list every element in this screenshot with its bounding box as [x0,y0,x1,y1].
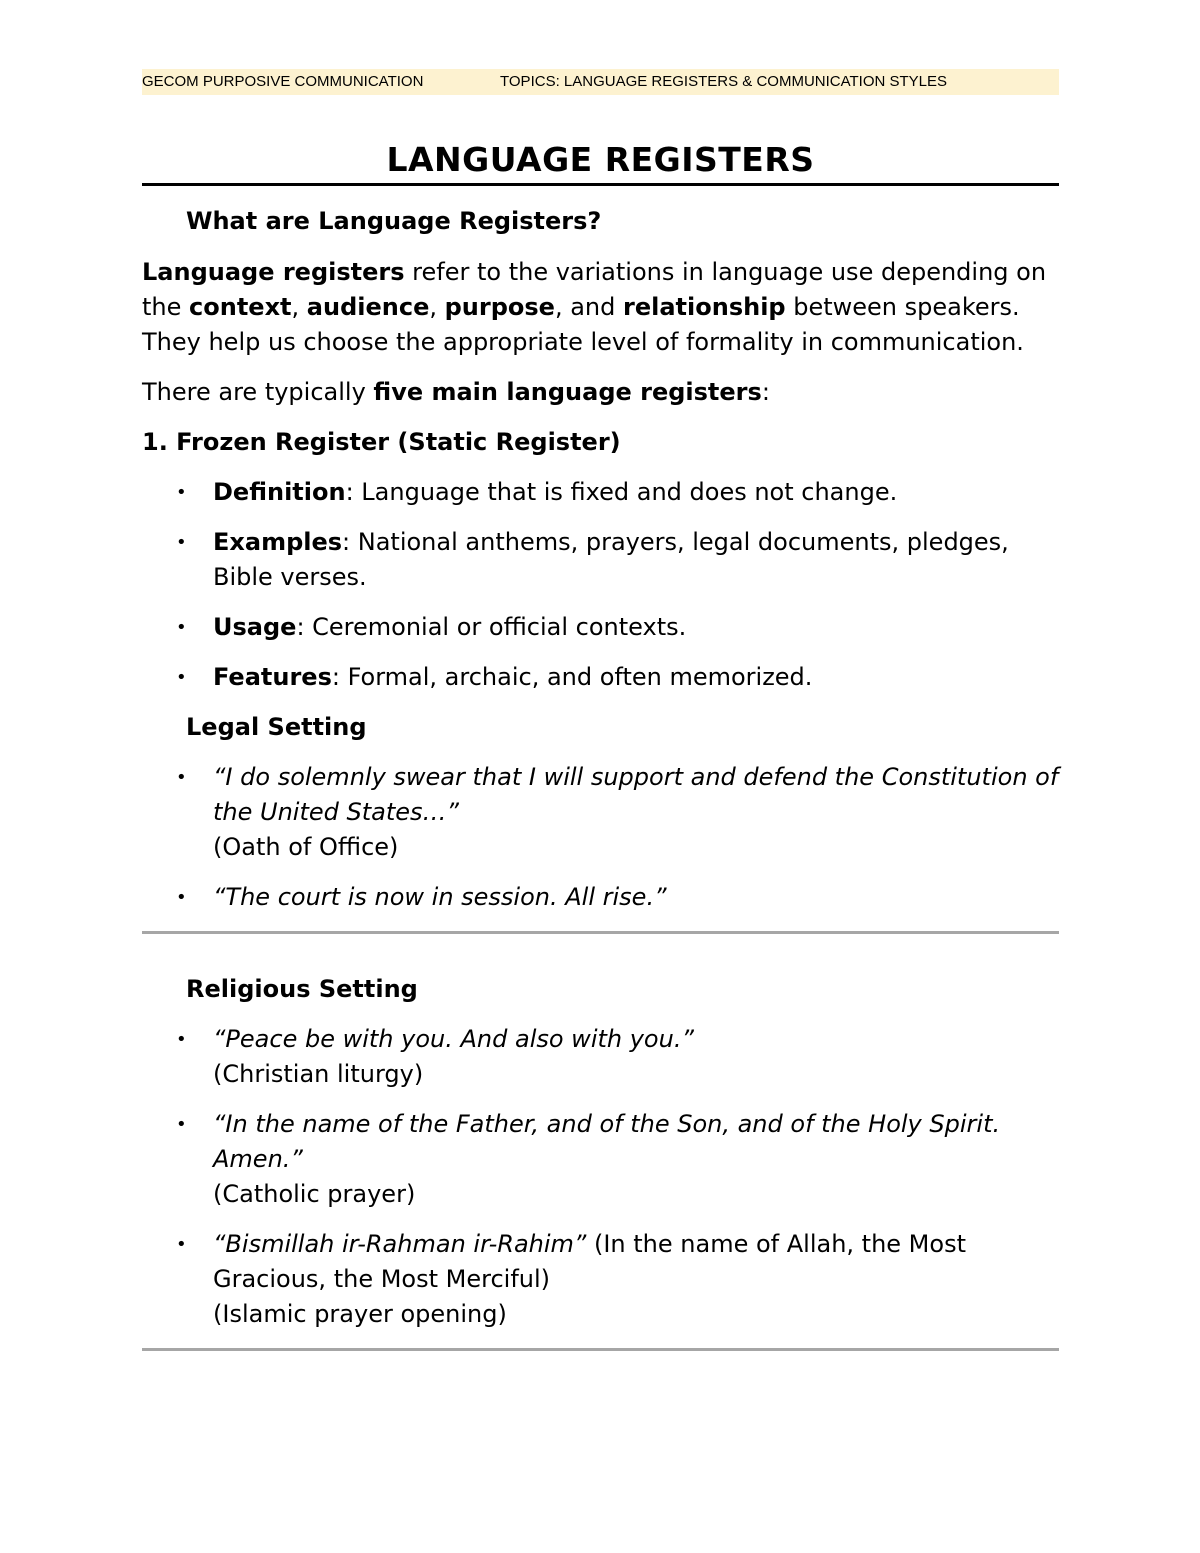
quote-source: (Catholic prayer) [213,1180,416,1208]
item-text: : Ceremonial or official contexts. [296,613,687,641]
quote-text: “In the name of the Father, and of the Son, and of the Holy Spirit. Amen.” [213,1110,1001,1173]
frozen-register-list [142,475,1059,695]
list-item [142,1107,1059,1212]
title-underline [142,183,1059,186]
intro-paragraph [142,255,1059,360]
bullet-icon: • [176,887,187,908]
quote-translation: (In the name of Allah, the Most Gracious, the Most Merciful) [213,1230,966,1293]
quote-source: (Islamic prayer opening) [213,1300,507,1328]
list-item [142,1227,1059,1332]
frozen-register-title: 1. Frozen Register (Static Register) [142,428,621,456]
item-text: : Formal, archaic, and often memorized. [331,663,813,691]
header-course: GECOM PURPOSIVE COMMUNICATION [142,73,424,90]
list-item [142,880,1059,915]
religious-setting-heading: Religious Setting [186,975,418,1003]
list-item [142,475,1059,510]
intro-bold-context: context [189,293,292,321]
quote-text: “The court is now in session. All rise.” [213,883,667,911]
quote-text: “I do solemnly swear that I will support and defend the Constitution of the United States…” [213,763,1059,826]
five-text-1: There are typically [142,378,374,406]
what-heading: What are Language Registers? [186,207,602,235]
bullet-icon: • [176,532,187,553]
quote-source: (Christian liturgy) [213,1060,424,1088]
intro-text-3: , [429,293,445,321]
intro-bold-purpose: purpose [444,293,555,321]
quote-source: (Oath of Office) [213,833,399,861]
legal-setting-heading: Legal Setting [186,713,367,741]
page-title: LANGUAGE REGISTERS [386,140,815,179]
intro-text-4: , and [554,293,624,321]
bullet-icon: • [176,767,187,788]
bullet-icon: • [176,1234,187,1255]
list-item [142,660,1059,695]
document-body [142,204,1059,1351]
religious-setting-list [142,1022,1059,1332]
intro-text-5: between speakers. They help us choose the appropriate level of formality in communication. [142,293,1024,356]
list-item [142,760,1059,865]
bullet-icon: • [176,1029,187,1050]
bullet-icon: • [176,667,187,688]
intro-bold-relationship: relationship [623,293,786,321]
bullet-icon: • [176,617,187,638]
item-label: Definition [213,478,346,506]
legal-setting-list [142,760,1059,915]
item-text: : Language that is fixed and does not change. [345,478,898,506]
five-bold: five main language registers [373,378,762,406]
quote-text: “Peace be with you. And also with you.” [213,1025,694,1053]
intro-bold-audience: audience [306,293,430,321]
list-item [142,1022,1059,1092]
list-item [142,610,1059,645]
quote-text: “Bismillah ir-Rahman ir-Rahim” [213,1230,587,1258]
intro-bold-registers: Language registers [142,258,405,286]
page-header [142,69,1059,95]
section-divider [142,1348,1059,1351]
item-label: Examples [213,528,343,556]
bullet-icon: • [176,482,187,503]
intro-text-2: , [291,293,307,321]
item-label: Features [213,663,332,691]
header-topics: TOPICS: LANGUAGE REGISTERS & COMMUNICATION STYLES [500,73,948,90]
bullet-icon: • [176,1114,187,1135]
five-registers-paragraph [142,375,1059,410]
section-divider [142,931,1059,934]
list-item [142,525,1059,595]
item-label: Usage [213,613,297,641]
five-text-2: : [761,378,770,406]
intro-text-1: refer to the variations in language use depending on the [142,258,1047,321]
item-text: : National anthems, prayers, legal documents, pledges, Bible verses. [213,528,1009,591]
